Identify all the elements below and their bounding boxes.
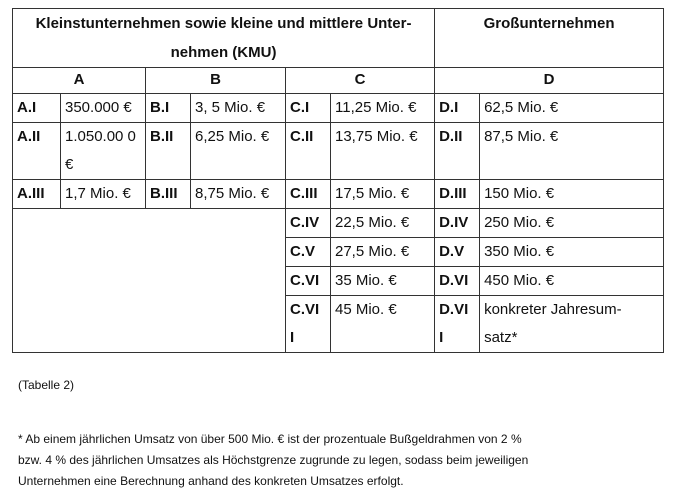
cell-a-code: A.III: [13, 180, 61, 209]
cell-d-value: 150 Mio. €: [480, 180, 664, 209]
cell-c-value: 13,75 Mio. €: [331, 123, 435, 180]
fine-table: [12, 8, 664, 353]
cell-d-code: D.VI I: [435, 296, 480, 353]
cell-c-code: C.V: [286, 238, 331, 267]
column-d-header: D: [435, 68, 664, 94]
cell-d-value: 87,5 Mio. €: [480, 123, 664, 180]
footnote-line: bzw. 4 % des jährlichen Umsatzes als Höchstgrenze zugrunde zu legen, sodass beim jeweiligen: [18, 453, 529, 467]
table-row: [13, 209, 664, 238]
cell-a-value: 350.000 €: [61, 94, 146, 123]
cell-d-code: D.I: [435, 94, 480, 123]
column-b-header: B: [146, 68, 286, 94]
column-c-header: C: [286, 68, 435, 94]
cell-c-code: C.III: [286, 180, 331, 209]
cell-d-code: D.IV: [435, 209, 480, 238]
cell-a-code: A.II: [13, 123, 61, 180]
empty-block: [13, 209, 286, 353]
kmu-header: Kleinstunternehmen sowie kleine und mittlere Unter- nehmen (KMU): [13, 9, 435, 68]
cell-c-code: C.II: [286, 123, 331, 180]
table-row: [13, 180, 664, 209]
cell-c-value: 35 Mio. €: [331, 267, 435, 296]
cell-b-value: 6,25 Mio. €: [191, 123, 286, 180]
cell-d-value: 450 Mio. €: [480, 267, 664, 296]
cell-c-value: 22,5 Mio. €: [331, 209, 435, 238]
cell-a-value: 1,7 Mio. €: [61, 180, 146, 209]
cell-d-value: 350 Mio. €: [480, 238, 664, 267]
gross-header: Großunternehmen: [435, 9, 664, 68]
cell-d-value: 250 Mio. €: [480, 209, 664, 238]
cell-c-value: 17,5 Mio. €: [331, 180, 435, 209]
table-row: [13, 123, 664, 180]
cell-c-code: C.IV: [286, 209, 331, 238]
footnote-line: Unternehmen eine Berechnung anhand des konkreten Umsatzes erfolgt.: [18, 474, 404, 488]
cell-c-code: C.I: [286, 94, 331, 123]
cell-a-code: A.I: [13, 94, 61, 123]
cell-d-code: D.VI: [435, 267, 480, 296]
footnote: [18, 429, 668, 492]
cell-d-code: D.V: [435, 238, 480, 267]
cell-c-code: C.VI I: [286, 296, 331, 353]
cell-c-value: 27,5 Mio. €: [331, 238, 435, 267]
column-a-header: A: [13, 68, 146, 94]
cell-b-value: 8,75 Mio. €: [191, 180, 286, 209]
cell-c-value: 11,25 Mio. €: [331, 94, 435, 123]
cell-b-code: B.II: [146, 123, 191, 180]
cell-a-value: 1.050.00 0 €: [61, 123, 146, 180]
table-caption: (Tabelle 2): [18, 378, 75, 392]
footnote-line: * Ab einem jährlichen Umsatz von über 500 Mio. € ist der prozentuale Bußgeldrahmen von 2 %: [18, 432, 522, 446]
cell-b-code: B.I: [146, 94, 191, 123]
table-row: [13, 94, 664, 123]
cell-d-value: konkreter Jahresum- satz*: [480, 296, 664, 353]
cell-d-value: 62,5 Mio. €: [480, 94, 664, 123]
cell-c-code: C.VI: [286, 267, 331, 296]
cell-b-code: B.III: [146, 180, 191, 209]
cell-d-code: D.II: [435, 123, 480, 180]
cell-d-code: D.III: [435, 180, 480, 209]
cell-b-value: 3, 5 Mio. €: [191, 94, 286, 123]
cell-c-value: 45 Mio. €: [331, 296, 435, 353]
